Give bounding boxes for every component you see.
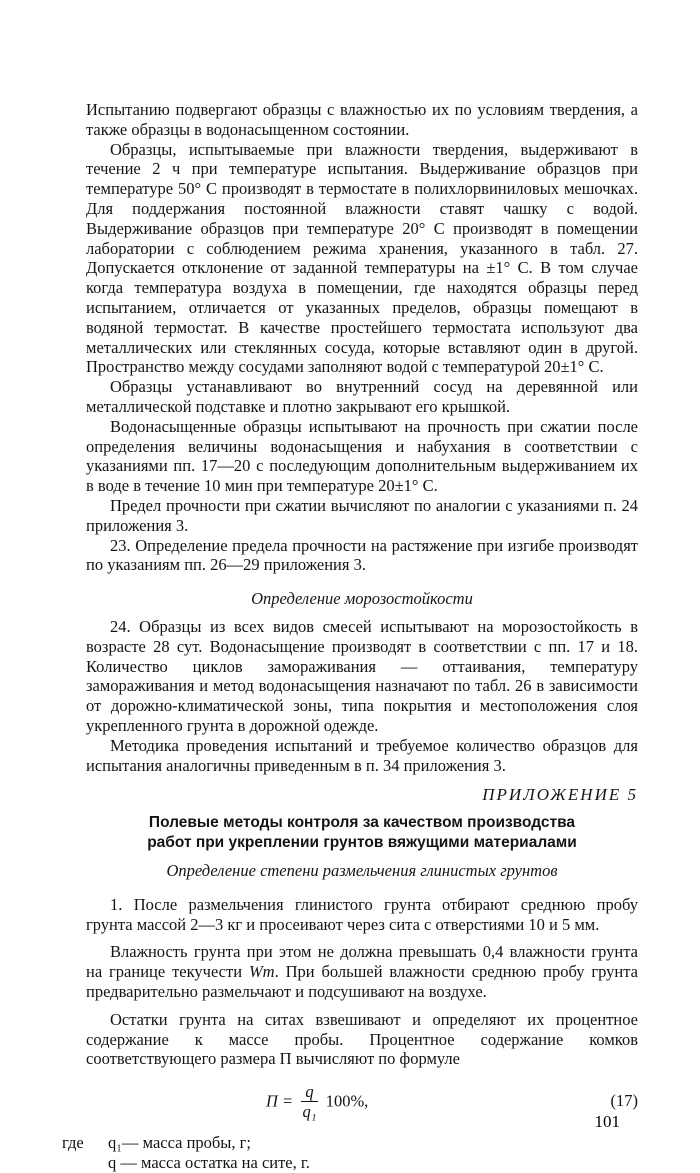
paragraph-water-saturated: Водонасыщенные образцы испытывают на прочность при сжатии после определения величины водонасыщения и набухания в соответствии с указаниями пп. 17—20 с последующим дополнительным выдерживанием их в воде в течение 10 мин при температуре 20±1° С. (86, 416, 638, 496)
paragraph-testing-moisture: Испытанию подвергают образцы с влажностью их по условиям твердения, а также образцы в водонасыщенном состоянии. (86, 100, 638, 139)
paragraph-item-1: 1. После размельчения глинистого грунта отбирают среднюю пробу грунта массой 2—3 кг и просеивают через сита с отверстиями 10 и 5 мм. (86, 894, 638, 934)
moisture-symbol: Wт (248, 962, 275, 982)
legend-item: q — масса остатка на сите, г. (108, 1153, 310, 1173)
legend-row (62, 1153, 638, 1173)
paragraph-residues: Остатки грунта на ситах взвешивают и определяют их процентное содержание к массе пробы. Процентное содержание комков соответствующего размера П вычисляют по формуле (86, 1009, 638, 1069)
formula-numerator: q (301, 1083, 317, 1102)
formula-denominator: q₁ (302, 1102, 317, 1122)
page-number: 101 (594, 1112, 620, 1131)
appendix-subtitle: Определение степени размельчения глинистых грунтов (166, 861, 558, 881)
formula-17 (86, 1079, 638, 1133)
paragraph-methodology: Методика проведения испытаний и требуемое количество образцов для испытания аналогичны приведенным в п. 34 приложения 3. (86, 735, 638, 775)
legend-item: q₁— масса пробы, г; (108, 1133, 251, 1153)
paragraph-moisture (86, 942, 638, 1001)
paragraph-curing-samples: Образцы, испытываемые при влажности твердения, выдерживают в течение 2 ч при температуре испытания. Выдерживание образцов при температуре 50° С производят в термостате в полихлорвиниловых мешочках. Для поддержания постоянной влажности ставят чашку с водой. Выдерживание образцов при температуре 20° С производят в помещении лаборатории с соблюдением режима хранения, указанного в табл. 27. Допускается отклонение от заданной температуры на ±1° С. В том случае когда температура воздуха в помещении, где находятся образцы перед испытанием, отличается от указанных пределов, образцы помещают в водяной термостат. В качестве простейшего термостата используют два металлических или стеклянных сосуда, которые вставляют один в другой. Пространство между сосудами заполняют водой с температурой 20±1° С. (86, 139, 638, 377)
section-title-frost: Определение морозостойкости (251, 589, 473, 609)
formula-fraction (301, 1083, 317, 1122)
formula-lhs: П = (266, 1091, 294, 1111)
paragraph-item-24: 24. Образцы из всех видов смесей испытывают на морозостойкость в возрасте 28 сут. Водонасыщение производят в соответствии с пп. 17 и 18. Количество циклов замораживания — оттаивания, температуру замораживания и метод водонасыщения назначают по табл. 26 в зависимости от дорожно-климатической зоны, типа покрытия и местоположения слоя укрепленного грунта в дорожной одежде. (86, 616, 638, 735)
formula-legend (62, 1133, 638, 1173)
paragraph-inner-vessel: Образцы устанавливают во внутренний сосуд на деревянной или металлической подставке и плотно закрывают его крышкой. (86, 377, 638, 416)
appendix-title-line-1: Полевые методы контроля за качеством производства (148, 814, 576, 832)
appendix-title-line-2: работ при укреплении грунтов вяжущими материалами (147, 834, 577, 852)
appendix-heading: ПРИЛОЖЕНИЕ 5 (482, 785, 638, 805)
legend-label: где (62, 1133, 84, 1153)
formula-factor: 100%, (325, 1091, 369, 1111)
moisture-text-before: Влажность грунта при этом не должна превышать 0,4 влажности грунта на границе текучести (86, 942, 638, 982)
appendix-title (86, 813, 638, 853)
paragraph-item-23: 23. Определение предела прочности на растяжение при изгибе производят по указаниям пп. 26—29 приложения 3. (86, 535, 638, 575)
formula-expression (266, 1083, 368, 1122)
paragraph-compression-limit: Предел прочности при сжатии вычисляют по аналогии с указаниями п. 24 приложения 3. (86, 495, 638, 535)
formula-number: (17) (610, 1091, 638, 1111)
moisture-text-after: . При большей влажности среднюю пробу грунта предварительно размельчают и подсушивают на воздухе. (86, 962, 638, 1002)
legend-row (62, 1133, 638, 1153)
